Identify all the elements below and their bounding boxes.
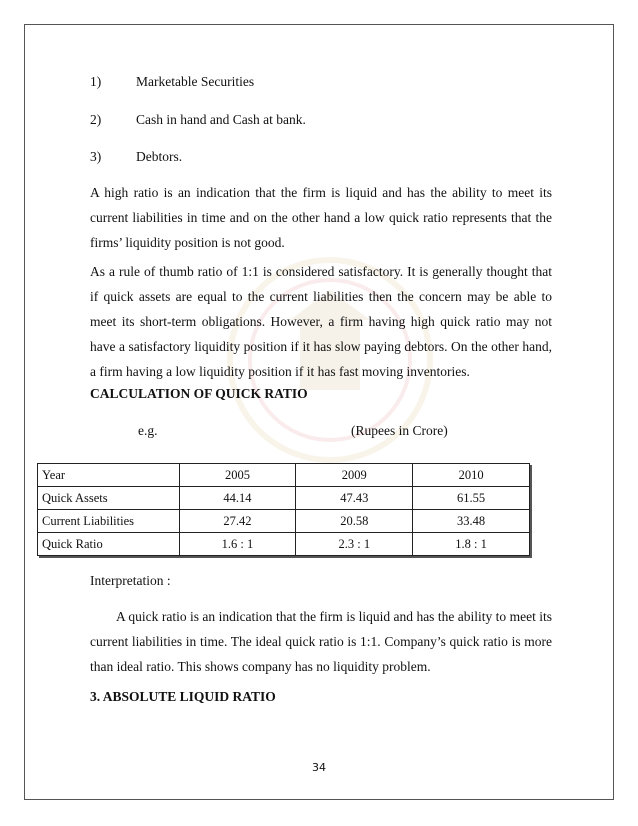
interpretation-label: Interpretation : (90, 573, 171, 588)
table-cell: 61.55 (413, 487, 530, 510)
table-cell: 2.3 : 1 (296, 533, 413, 556)
page-border (24, 24, 614, 800)
page-number: 34 (312, 761, 326, 774)
table-cell: 1.8 : 1 (413, 533, 530, 556)
unit-label: (Rupees in Crore) (351, 423, 448, 438)
section-heading-absolute-liquid-ratio: 3. ABSOLUTE LIQUID RATIO (90, 689, 276, 704)
table-cell: 33.48 (413, 510, 530, 533)
table-cell: 20.58 (296, 510, 413, 533)
table-cell: Quick Assets (38, 487, 180, 510)
table-header-cell: Year (38, 464, 180, 487)
table-cell: 47.43 (296, 487, 413, 510)
table-cell: 1.6 : 1 (179, 533, 296, 556)
list-number: 3) (90, 149, 102, 164)
quick-ratio-table (37, 463, 530, 556)
example-label: e.g. (138, 423, 158, 438)
paragraph-interpretation: A quick ratio is an indication that the firm is liquid and has the ability to meet its current liabilities in time. The ideal quick ratio is 1:1. Company’s quick ratio is more than ideal ratio. This shows company has no liquidity problem. (90, 609, 552, 674)
paragraph-rule-of-thumb: As a rule of thumb ratio of 1:1 is considered satisfactory. It is generally thought that if quick assets are equal to the current liabilities then the concern may be able to meet its short-term obligations. However, a firm having high quick ratio may not have a satisfactory liquidity position if it has slow paying debtors. On the other hand, a firm having a low liquidity position if it has fast moving inventories. (90, 264, 552, 379)
table-header-cell: 2005 (179, 464, 296, 487)
paragraph-high-ratio: A high ratio is an indication that the firm is liquid and has the ability to meet its current liabilities in time and on the other hand a low quick ratio represents that the firms’ liquidity position is not good. (90, 185, 552, 250)
list-text: Cash in hand and Cash at bank. (136, 112, 306, 127)
table-cell: 44.14 (179, 487, 296, 510)
list-number: 2) (90, 112, 102, 127)
section-heading-calculation: CALCULATION OF QUICK RATIO (90, 386, 308, 401)
table-row (38, 487, 530, 510)
table-header-cell: 2010 (413, 464, 530, 487)
table-cell: 27.42 (179, 510, 296, 533)
table-header-row (38, 464, 530, 487)
table-header-cell: 2009 (296, 464, 413, 487)
list-number: 1) (90, 74, 102, 89)
table-cell: Current Liabilities (38, 510, 180, 533)
table-row (38, 533, 530, 556)
list-text: Marketable Securities (136, 74, 255, 89)
table-cell: Quick Ratio (38, 533, 180, 556)
list-text: Debtors. (136, 149, 183, 164)
table-row (38, 510, 530, 533)
